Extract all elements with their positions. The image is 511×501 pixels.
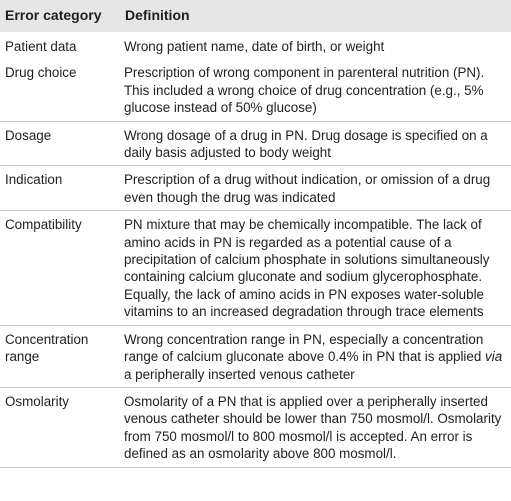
table-row (0, 59, 511, 121)
definition-text: Wrong concentration range in PN, especially a concentration range of calcium gluconate above 0.4% in PN that is applied (124, 331, 486, 365)
table-row (0, 211, 511, 325)
row-definition: Wrong patient name, date of birth, or weight (124, 39, 385, 54)
table-row (0, 32, 511, 59)
table-row (0, 387, 511, 467)
row-category: Patient data (5, 39, 77, 54)
row-category: Indication (0, 166, 120, 211)
row-definition: Prescription of wrong component in parenteral nutrition (PN). This included a wrong choice of drug concentration (e.g., 5% glucose instead of 50% glucose) (124, 65, 485, 116)
table-row (0, 325, 511, 387)
row-category: Osmolarity (0, 387, 120, 467)
header-definition: Definition (125, 7, 190, 23)
row-category: Drug choice (5, 65, 77, 81)
row-definition: Prescription of a drug without indication, or omission of a drug even though the drug was indicated (120, 166, 511, 211)
table-body (0, 32, 511, 467)
row-category: Concentration range (0, 325, 120, 387)
header-row (0, 0, 511, 32)
row-category: Compatibility (0, 211, 120, 325)
header-error-category: Error category (5, 7, 102, 23)
definition-italic-text: via (485, 349, 503, 365)
table-row (0, 166, 511, 211)
definition-text: a peripherally inserted venous catheter (124, 366, 355, 382)
table-row (0, 121, 511, 166)
row-definition: Osmolarity of a PN that is applied over a peripherally inserted venous catheter should be lower than 750 mosmol/l. Osmolarity from 750 mosmol/l to 800 mosmol/l is accepted. An error is defined as an osmolarity above 800 mosmol/l. (120, 387, 511, 467)
row-category: Dosage (0, 121, 120, 166)
row-definition: PN mixture that may be chemically incompatible. The lack of amino acids in PN is regarded as a potential cause of a precipitation of calcium phosphate in solutions simultaneously containing calcium gluconate and sodium glycerophosphate. Equally, the lack of amino acids in PN exposes water-soluble vitamins to an increased degradation through trace elements (120, 211, 511, 325)
table-header (0, 0, 511, 32)
row-definition: Wrong dosage of a drug in PN. Drug dosage is specified on a daily basis adjusted to body weight (120, 121, 511, 166)
row-definition (120, 325, 511, 387)
